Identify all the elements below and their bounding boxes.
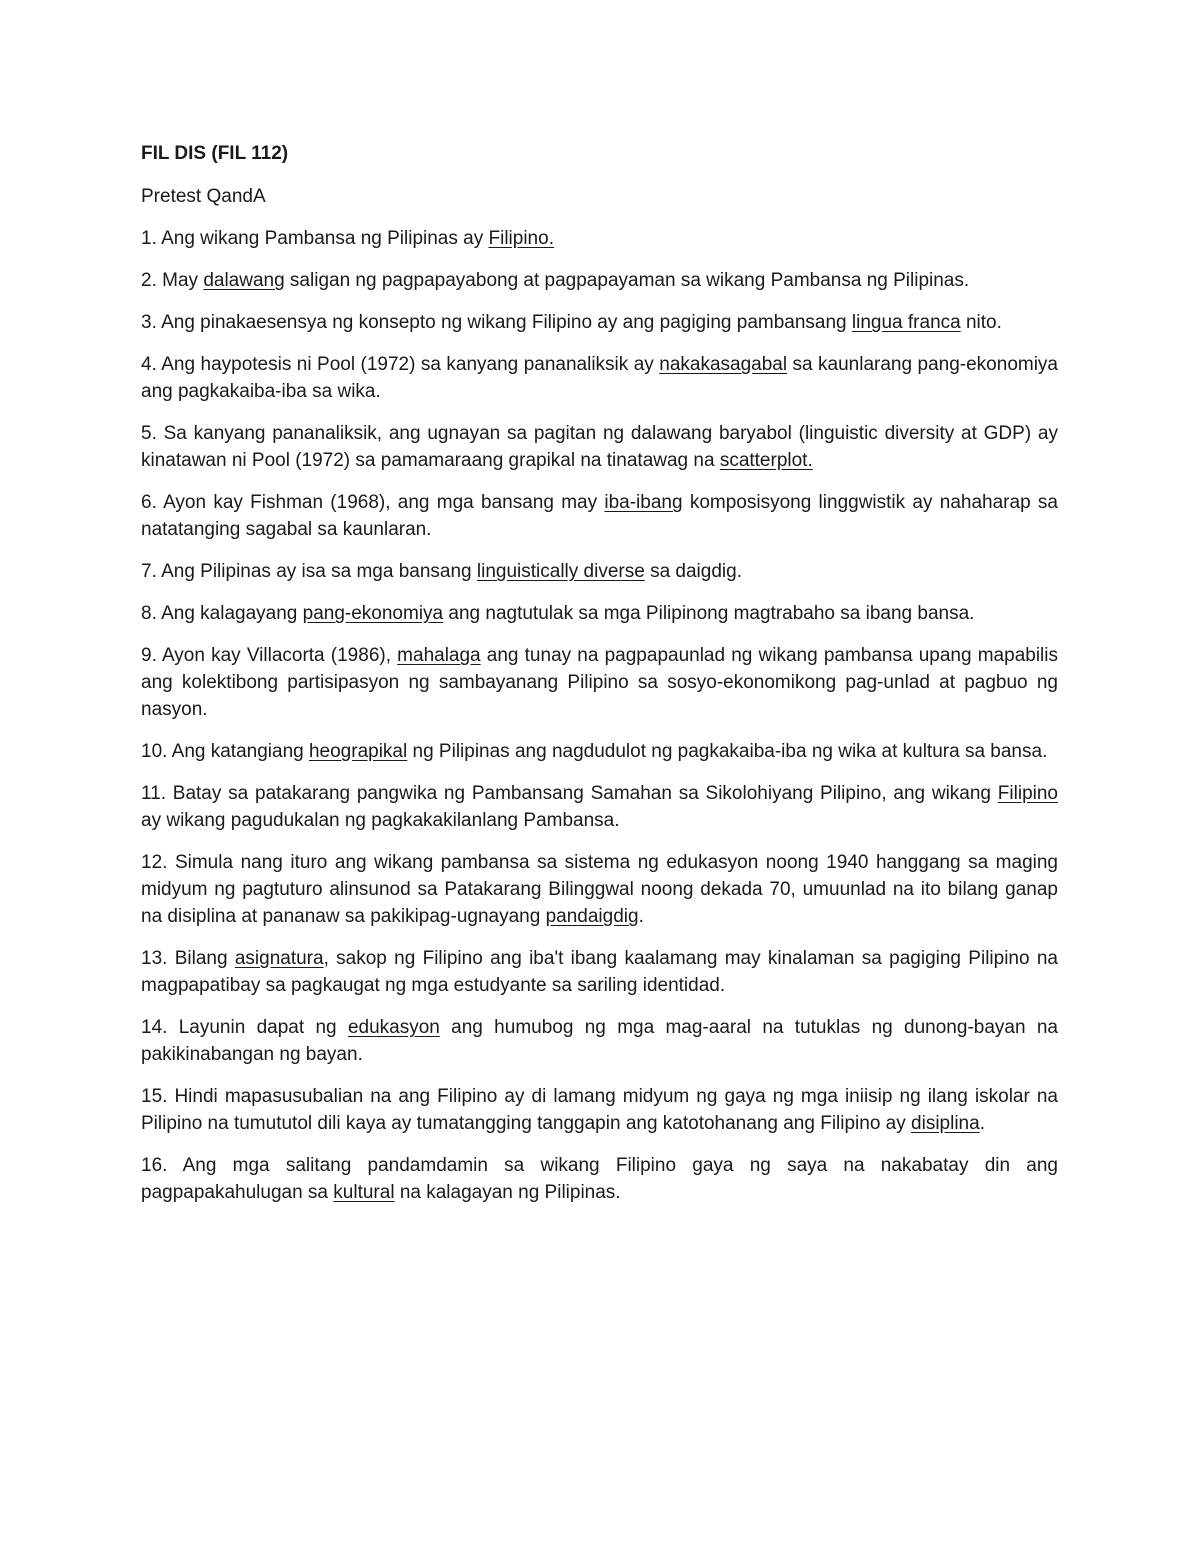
answer-text: lingua franca xyxy=(851,312,961,333)
question-text-end: ng Pilipinas ang nagdudulot ng pagkakaiba-iba ng wika at kultura sa bansa. xyxy=(407,741,1048,762)
question-item-15 xyxy=(141,1083,1058,1137)
question-text-end: , sakop ng Filipino ang iba't ibang kaalamang may kinalaman sa pagiging Pilipino na magpapatibay sa pagkaugat ng mga estudyante sa sariling identidad. xyxy=(141,948,1058,996)
question-item-8 xyxy=(141,600,1058,627)
answer-text: pang-ekonomiya xyxy=(302,603,444,624)
question-item-1 xyxy=(141,225,1058,252)
question-item-2 xyxy=(141,267,1058,294)
question-text-end: ang nagtutulak sa mga Pilipinong magtrabaho sa ibang bansa. xyxy=(443,603,975,624)
document-subtitle: Pretest QandA xyxy=(141,186,266,207)
answer-text: scatterplot. xyxy=(719,450,813,471)
question-text: 12. Simula nang ituro ang wikang pambansa sa sistema ng edukasyon noong 1940 hanggang sa maging midyum ng pagtuturo alinsunod sa Patakarang Bilinggwal noong dekada 70, umuunlad na ito bilang ganap na disiplina at pananaw sa pakikipag-ugnayang xyxy=(141,852,1058,927)
question-text-end: nito. xyxy=(960,312,1002,333)
answer-text: iba-ibang xyxy=(604,492,683,513)
question-item-14 xyxy=(141,1014,1058,1068)
question-text-end: sa daigdig. xyxy=(644,561,742,582)
question-text-end: . xyxy=(638,906,644,927)
question-text-end: komposisyong linggwistik ay nahaharap sa natatanging sagabal sa kaunlaran. xyxy=(141,492,1058,540)
question-text: 13. Bilang xyxy=(141,948,235,969)
question-text: 6. Ayon kay Fishman (1968), ang mga bansang may xyxy=(141,492,605,513)
answer-text: heograpikal xyxy=(308,741,408,762)
question-item-4 xyxy=(141,351,1058,405)
question-item-7 xyxy=(141,558,1058,585)
question-item-5 xyxy=(141,420,1058,474)
answer-text: asignatura xyxy=(234,948,324,969)
answer-text: edukasyon xyxy=(347,1017,440,1038)
question-text: 16. Ang mga salitang pandamdamin sa wikang Filipino gaya ng saya na nakabatay din ang pagpapakahulugan sa xyxy=(141,1155,1058,1203)
question-text: 1. Ang wikang Pambansa ng Pilipinas ay xyxy=(141,228,489,249)
question-text: 4. Ang haypotesis ni Pool (1972) sa kanyang pananaliksik ay xyxy=(141,354,660,375)
question-item-11 xyxy=(141,780,1058,834)
question-text: 8. Ang kalagayang xyxy=(141,603,303,624)
question-text: 15. Hindi mapasusubalian na ang Filipino ay di lamang midyum ng gaya ng mga iniisip ng ilang iskolar na Pilipino na tumututol dili kaya ay tumatangging tanggapin ang katotohanang ang Filipino ay xyxy=(141,1086,1058,1134)
question-text: 11. Batay sa patakarang pangwika ng Pambansang Samahan sa Sikolohiyang Pilipino, ang wikang xyxy=(141,783,998,804)
answer-text: mahalaga xyxy=(397,645,481,666)
question-text-end: ay wikang pagudukalan ng pagkakakilanlang Pambansa. xyxy=(141,810,620,831)
answer-text: Filipino. xyxy=(488,228,554,249)
answer-text: nakakasagabal xyxy=(659,354,788,375)
question-text-end: saligan ng pagpapayabong at pagpapayaman sa wikang Pambansa ng Pilipinas. xyxy=(284,270,970,291)
answer-text: Filipino xyxy=(997,783,1058,804)
question-text-end: . xyxy=(979,1113,985,1134)
question-text-end: na kalagayan ng Pilipinas. xyxy=(394,1182,621,1203)
document-page xyxy=(141,140,1058,1221)
question-text: 7. Ang Pilipinas ay isa sa mga bansang xyxy=(141,561,477,582)
question-item-9 xyxy=(141,642,1058,723)
answer-text: kultural xyxy=(333,1182,395,1203)
answer-text: disiplina xyxy=(911,1113,980,1134)
question-item-12 xyxy=(141,849,1058,930)
question-text: 10. Ang katangiang xyxy=(141,741,309,762)
question-item-10 xyxy=(141,738,1058,765)
answer-text: pandaigdig xyxy=(545,906,639,927)
question-item-13 xyxy=(141,945,1058,999)
answer-text: linguistically diverse xyxy=(476,561,645,582)
question-text: 2. May xyxy=(141,270,204,291)
question-text: 9. Ayon kay Villacorta (1986), xyxy=(141,645,398,666)
question-text-end: ang humubog ng mga mag-aaral na tutuklas ng dunong-bayan na pakikinabangan ng bayan. xyxy=(141,1017,1058,1065)
question-text-end: ang tunay na pagpapaunlad ng wikang pambansa upang mapabilis ang kolektibong partisipasyon ng sambayanang Pilipino sa sosyo-ekonomikong pag-unlad at pagbuo ng nasyon. xyxy=(141,645,1058,720)
question-item-3 xyxy=(141,309,1058,336)
answer-text: dalawang xyxy=(203,270,285,291)
question-text: 5. Sa kanyang pananaliksik, ang ugnayan sa pagitan ng dalawang baryabol (linguistic diversity at GDP) ay kinatawan ni Pool (1972) sa pamamaraang grapikal na tinatawag na xyxy=(141,423,1058,471)
document-title: FIL DIS (FIL 112) xyxy=(141,143,289,164)
question-text: 14. Layunin dapat ng xyxy=(141,1017,348,1038)
question-text-end: sa kaunlarang pang-ekonomiya ang pagkakaiba-iba sa wika. xyxy=(141,354,1058,402)
question-item-16 xyxy=(141,1152,1058,1206)
question-item-6 xyxy=(141,489,1058,543)
question-text: 3. Ang pinakaesensya ng konsepto ng wikang Filipino ay ang pagiging pambansang xyxy=(141,312,852,333)
